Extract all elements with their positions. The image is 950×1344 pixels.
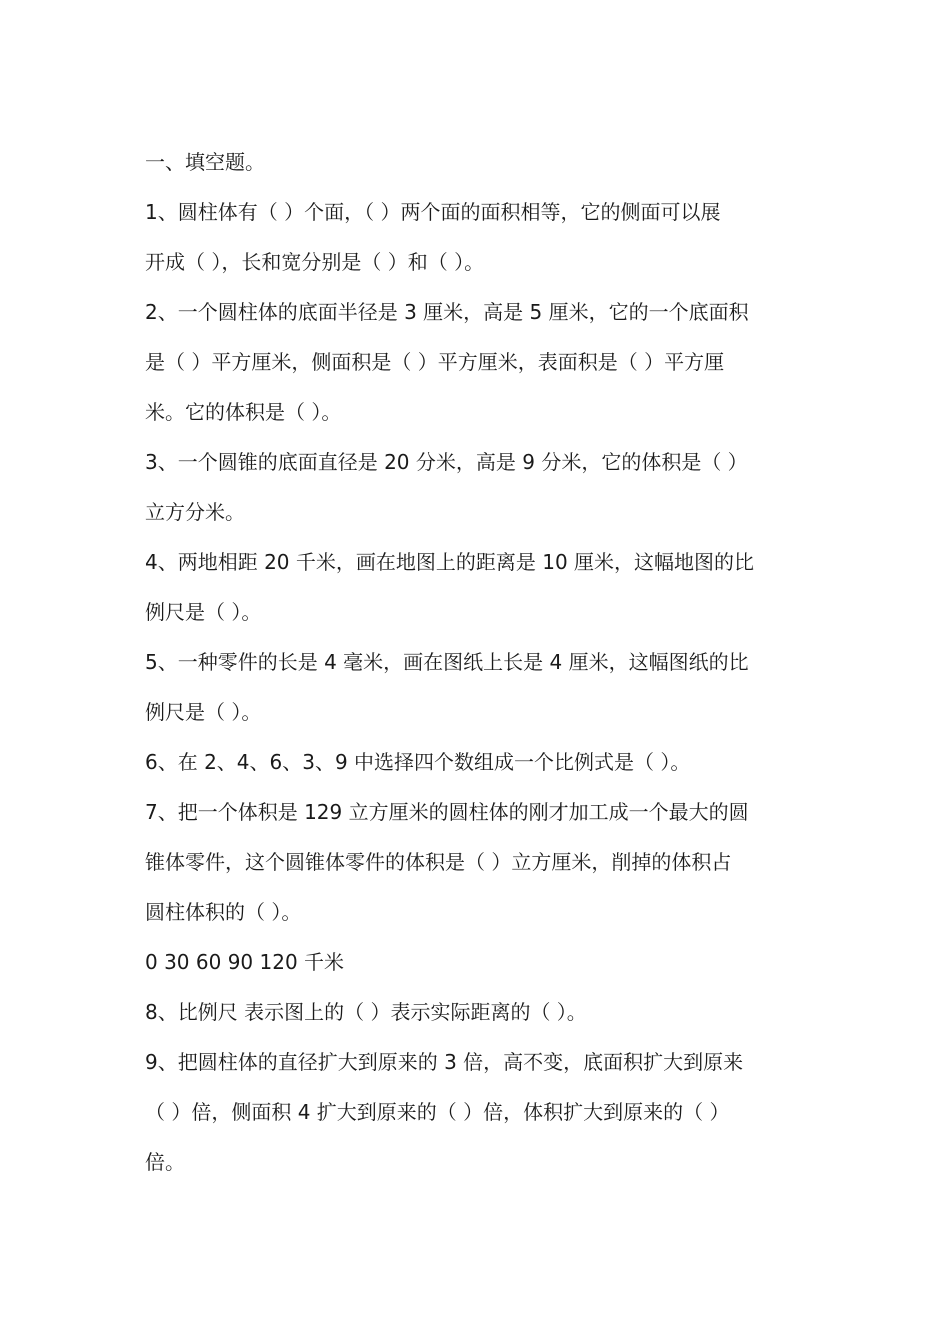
question-5-line-2: 例尺是（ ）。 <box>145 700 262 724</box>
question-9-line-3: 倍。 <box>145 1150 185 1174</box>
question-1-line-1: 1、圆柱体有（ ）个面，（ ）两个面的面积相等，它的侧面可以展 <box>145 200 721 224</box>
document-body <box>145 137 810 1187</box>
question-7-line-1: 7、把一个体积是 129 立方厘米的圆柱体的刚才加工成一个最大的圆 <box>145 800 749 824</box>
question-7-line-2: 锥体零件，这个圆锥体零件的体积是（ ）立方厘米，削掉的体积占 <box>145 850 732 874</box>
question-2-line-2: 是（ ）平方厘米，侧面积是（ ）平方厘米，表面积是（ ）平方厘 <box>145 350 725 374</box>
question-3-line-2: 立方分米。 <box>145 500 245 524</box>
question-9-line-1: 9、把圆柱体的直径扩大到原来的 3 倍，高不变，底面积扩大到原来 <box>145 1050 744 1074</box>
question-3-line-1: 3、一个圆锥的底面直径是 20 分米，高是 9 分米，它的体积是（ ） <box>145 450 748 474</box>
question-8-line-1: 8、比例尺 表示图上的（ ）表示实际距离的（ ）。 <box>145 1000 587 1024</box>
scale-bar-labels: 0 30 60 90 120 千米 <box>145 950 345 974</box>
question-9-line-2: （ ）倍，侧面积 4 扩大到原来的（ ）倍，体积扩大到原来的（ ） <box>145 1100 730 1124</box>
section-heading: 一、填空题。 <box>145 150 265 174</box>
question-4-line-1: 4、两地相距 20 千米，画在地图上的距离是 10 厘米，这幅地图的比 <box>145 550 755 574</box>
question-5-line-1: 5、一种零件的长是 4 毫米，画在图纸上长是 4 厘米，这幅图纸的比 <box>145 650 749 674</box>
question-1-line-2: 开成（ ），长和宽分别是（ ）和（ ）。 <box>145 250 485 274</box>
question-2-line-3: 米。它的体积是（ ）。 <box>145 400 342 424</box>
question-6-line-1: 6、在 2、4、6、3、9 中选择四个数组成一个比例式是（ ）。 <box>145 750 691 774</box>
question-2-line-1: 2、一个圆柱体的底面半径是 3 厘米，高是 5 厘米，它的一个底面积 <box>145 300 749 324</box>
question-4-line-2: 例尺是（ ）。 <box>145 600 262 624</box>
question-7-line-3: 圆柱体积的（ ）。 <box>145 900 302 924</box>
